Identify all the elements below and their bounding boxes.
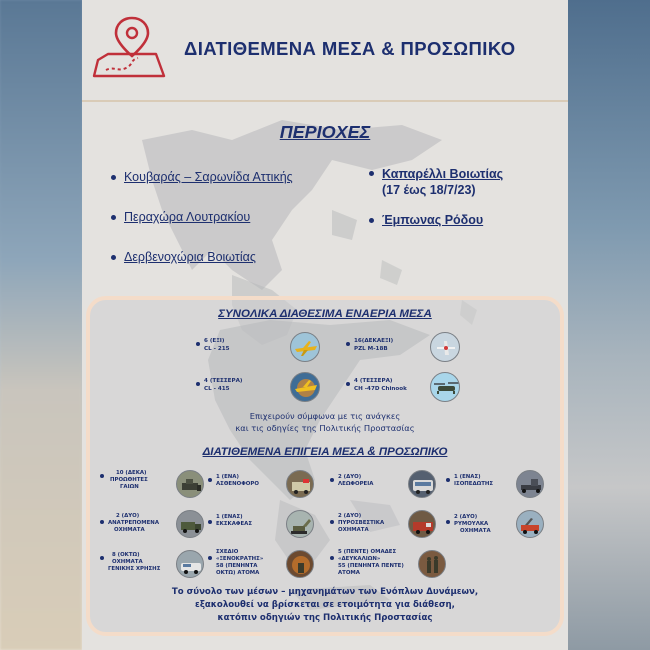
chinook-helicopter-photo [430,372,460,402]
bullet [196,342,200,346]
dump-truck-photo [176,510,204,538]
region-item: Έμπωνας Ρόδου [382,213,483,227]
bullet [330,520,334,524]
ground-note: Το σύνολο των μέσων – μηχανημάτων των Ενόπλων Δυνάμεων, εξακολουθεί να βρίσκεται σε ετοιμότητα για διάθεση, κατόπιν οδηγιών της Πολιτικής Προστασίας [171,587,479,623]
ground-section-title: ΔΙΑΤΙΘΕΜΕΝΑ ΕΠΙΓΕΙΑ ΜΕΣΑ & ΠΡΟΣΩΠΙΚΟ [202,446,448,458]
air-section-title: ΣΥΝΟΛΙΚΑ ΔΙΑΘΕΣΙΜΑ ΕΝΑΕΡΙΑ ΜΕΣΑ [218,308,432,320]
region-item: Δερβενοχώρια Βοιωτίας [124,250,256,264]
map-pin-icon [92,14,168,84]
background-left [0,0,82,650]
excavator-photo [286,510,314,538]
xenokratis-photo [286,550,314,578]
infographic-panel [82,0,568,650]
deukalion-photo [418,550,446,578]
bullet [208,478,212,482]
header [82,0,568,102]
bullet [369,171,374,176]
bullet [111,255,116,260]
ambulance-photo [286,470,314,498]
bullet [446,520,450,524]
utility-vehicle-photo [176,550,204,578]
bullet [330,478,334,482]
region-item: Καπαρέλλι Βοιωτίας (17 έως 18/7/23) [382,166,503,198]
canadair-cl415-photo [290,372,320,402]
air-note: Επιχειρούν σύμφωνα με τις ανάγκες και τις οδηγίες της Πολιτικής Προστασίας [235,411,415,433]
canadair-cl215-photo [290,332,320,362]
bus-photo [408,470,436,498]
grader-photo [516,470,544,498]
bullet [100,556,104,560]
bullet [208,556,212,560]
bullet [196,382,200,386]
region-item: Περαχώρα Λουτρακίου [124,210,250,224]
tow-truck-photo [516,510,544,538]
region-item: Κουβαράς – Σαρωνίδα Αττικής [124,170,293,184]
bullet [346,382,350,386]
bulldozer-photo [176,470,204,498]
resources-box: ΣΥΝΟΛΙΚΑ ΔΙΑΘΕΣΙΜΑ ΕΝΑΕΡΙΑ ΜΕΣΑ 6 (ΕΞΙ) CL - 215 16(ΔΕΚΑΕΞΙ) PZL M-18B 4 (ΤΕΣΣΕΡΑ) CL - 415 4 (ΤΕΣΣΕΡΑ) CH -47D Chinook Επιχειρούν σύμφωνα με τις ανάγκες και τις οδηγίες της Πολιτικής Προστασίας ΔΙΑΤΙΘΕΜΕΝΑ ΕΠΙΓΕΙΑ ΜΕΣΑ & ΠΡΟΣΩΠΙΚΟ 10 (ΔΕΚΑ) ΠΡΟΩΘΗΤΕΣ ΓΑΙΩΝ 1 (ΕΝΑ) ΑΣΘΕΝΟΦΟΡΟ 2 (ΔΥΟ) ΛΕΩΦΟΡΕΙΑ 1 (ΕΝΑΣ) ΙΣΟΠΕΔΩΤΗΣ 2 (ΔΥΟ) ΑΝΑΤΡΕΠΟΜΕΝΑ ΟΧΗΜΑΤΑ 1 (ΕΝΑΣ) ΕΚΣΚΑΦΕΑΣ 2 (ΔΥΟ) ΠΥΡΟΣΒΕΣΤΙΚΑ ΟΧΗΜΑΤΑ 2 (ΔΥΟ) ΡΥΜΟΥΛΚΑ ΟΧΗΜΑΤΑ 8 (ΟΚΤΩ) ΟΧΗΜΑΤΑ ΓΕΝΙΚΗΣ ΧΡΗΣΗΣ ΣΧΕΔΙΟ «ΞΕΝΟΚΡΑΤΗΣ» 58 (ΠΕΝΗΝΤΑ ΟΚΤΩ) ΑΤΟΜΑ 5 (ΠΕΝΤΕ) ΟΜΑΔΕΣ «ΔΕΥΚΑΛΙΩΝ» 55 (ΠΕΝΗΝΤΑ ΠΕΝΤΕ) ΑΤΟΜΑ Το σύνολο των μέσων – μηχανημάτων των Ενόπλων Δυνάμεων, εξακολουθεί να βρίσκεται σε ετοιμότητα για διάθεση, κατόπιν οδηγιών της Πολιτικής Προστασίας [86,296,564,636]
bullet [100,474,104,478]
bullet [111,175,116,180]
bullet [369,218,374,223]
bullet [330,556,334,560]
bullet [446,478,450,482]
pzl-m18-photo [430,332,460,362]
page-title: ΔΙΑΤΙΘΕΜΕΝΑ ΜΕΣΑ & ΠΡΟΣΩΠΙΚΟ [184,38,516,59]
fire-truck-photo [408,510,436,538]
regions-title: ΠΕΡΙΟΧΕΣ [279,122,371,142]
background-right [568,0,650,650]
bullet [100,520,104,524]
bullet [111,215,116,220]
bullet [346,342,350,346]
bullet [208,520,212,524]
